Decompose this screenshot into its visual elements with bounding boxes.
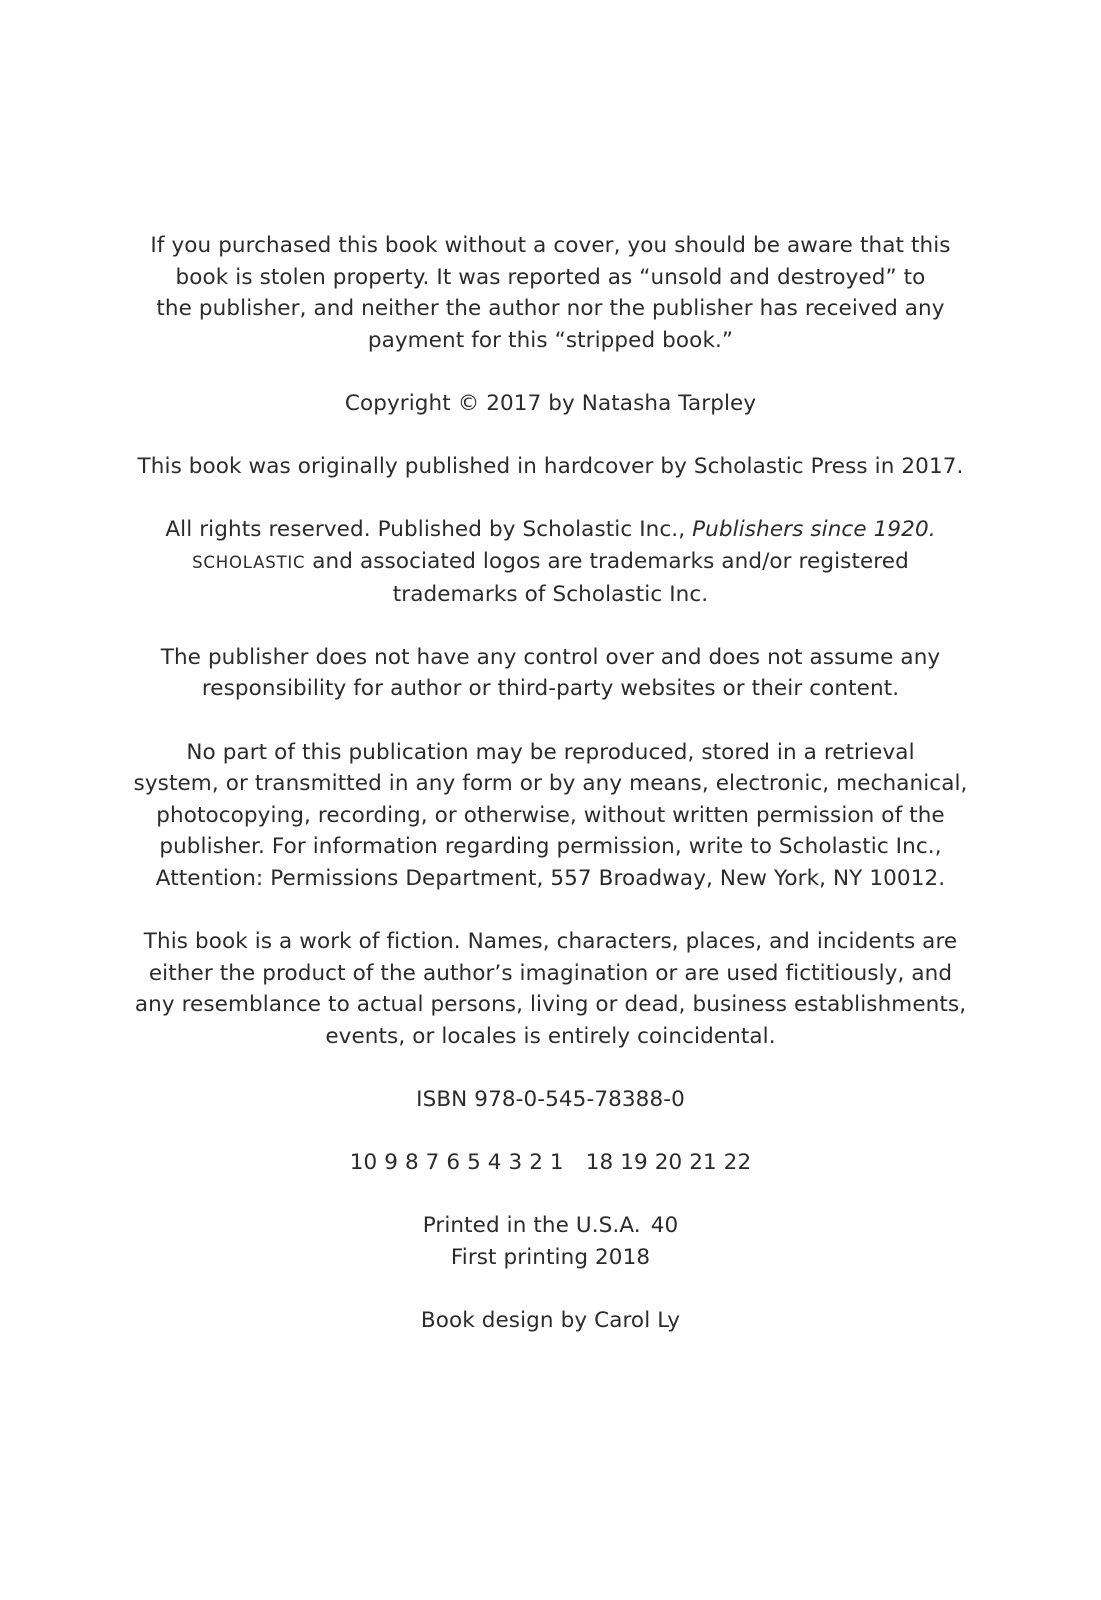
notice-line: payment for this “stripped book.”	[367, 327, 734, 353]
reproduction-line: photocopying, recording, or otherwise, without written permission of the	[156, 802, 945, 828]
rights-line	[0, 514, 1101, 546]
reproduction-line: No part of this publication may be reproduced, stored in a retrieval	[186, 739, 915, 765]
first-printing-line: First printing 2018	[450, 1245, 651, 1270]
printed-in-line	[0, 1210, 1101, 1242]
design-credit-block	[0, 1305, 1101, 1337]
fiction-line: This book is a work of fiction. Names, characters, places, and incidents are	[143, 929, 958, 955]
rights-line: trademarks of Scholastic Inc.	[392, 581, 709, 607]
copyright-page	[0, 230, 1101, 1368]
websites-disclaimer	[0, 642, 1101, 705]
scholastic-trademark: SCHOLASTIC	[192, 552, 306, 572]
disclaimer-line: The publisher does not have any control over and does not assume any	[160, 644, 941, 670]
rights-line	[0, 546, 1101, 579]
printed-country: Printed in the U.S.A.	[422, 1213, 641, 1239]
fiction-disclaimer	[0, 926, 1101, 1052]
printing-info	[0, 1210, 1101, 1273]
disclaimer-line: responsibility for author or third-party websites or their content.	[201, 676, 900, 702]
notice-line: If you purchased this book without a cover, you should be aware that this	[150, 233, 951, 258]
rights-reserved	[0, 514, 1101, 610]
publishers-since-text: Publishers since 1920.	[692, 517, 936, 543]
original-publication-note	[0, 451, 1101, 483]
reproduction-line: publisher. For information regarding permission, write to Scholastic Inc.,	[159, 834, 942, 860]
impression-numbers: 10 9 8 7 6 5 4 3 2 1	[349, 1150, 564, 1176]
design-credit: Book design by Carol Ly	[420, 1308, 681, 1334]
reproduction-line: system, or transmitted in any form or by any means, electronic, mechanical,	[133, 771, 968, 797]
reproduction-notice	[0, 737, 1101, 895]
printer-code: 40	[650, 1213, 679, 1239]
reproduction-line: Attention: Permissions Department, 557 Broadway, New York, NY 10012.	[155, 865, 946, 891]
printer-key	[0, 1147, 1101, 1179]
rights-text: All rights reserved. Published by Scholastic Inc.,	[165, 517, 693, 543]
rights-text: and associated logos are trademarks and/or registered	[305, 548, 909, 574]
notice-line: book is stolen property. It was reported as “unsold and destroyed” to	[175, 264, 926, 290]
fiction-line: events, or locales is entirely coincidental.	[325, 1023, 776, 1049]
year-numbers: 18 19 20 21 22	[585, 1150, 752, 1176]
original-publication-line: This book was originally published in hardcover by Scholastic Press in 2017.	[137, 454, 964, 480]
notice-line: the publisher, and neither the author nor the publisher has received any	[156, 296, 945, 322]
isbn-block	[0, 1084, 1101, 1116]
fiction-line: either the product of the author’s imagination or are used fictitiously, and	[148, 960, 953, 986]
stripped-book-notice	[0, 230, 1101, 356]
fiction-line: any resemblance to actual persons, living or dead, business establishments,	[134, 992, 967, 1018]
copyright-line: Copyright © 2017 by Natasha Tarpley	[344, 390, 757, 416]
printer-key-line	[0, 1147, 1101, 1179]
copyright-statement	[0, 388, 1101, 420]
isbn-number: ISBN 978-0-545-78388-0	[416, 1087, 685, 1113]
